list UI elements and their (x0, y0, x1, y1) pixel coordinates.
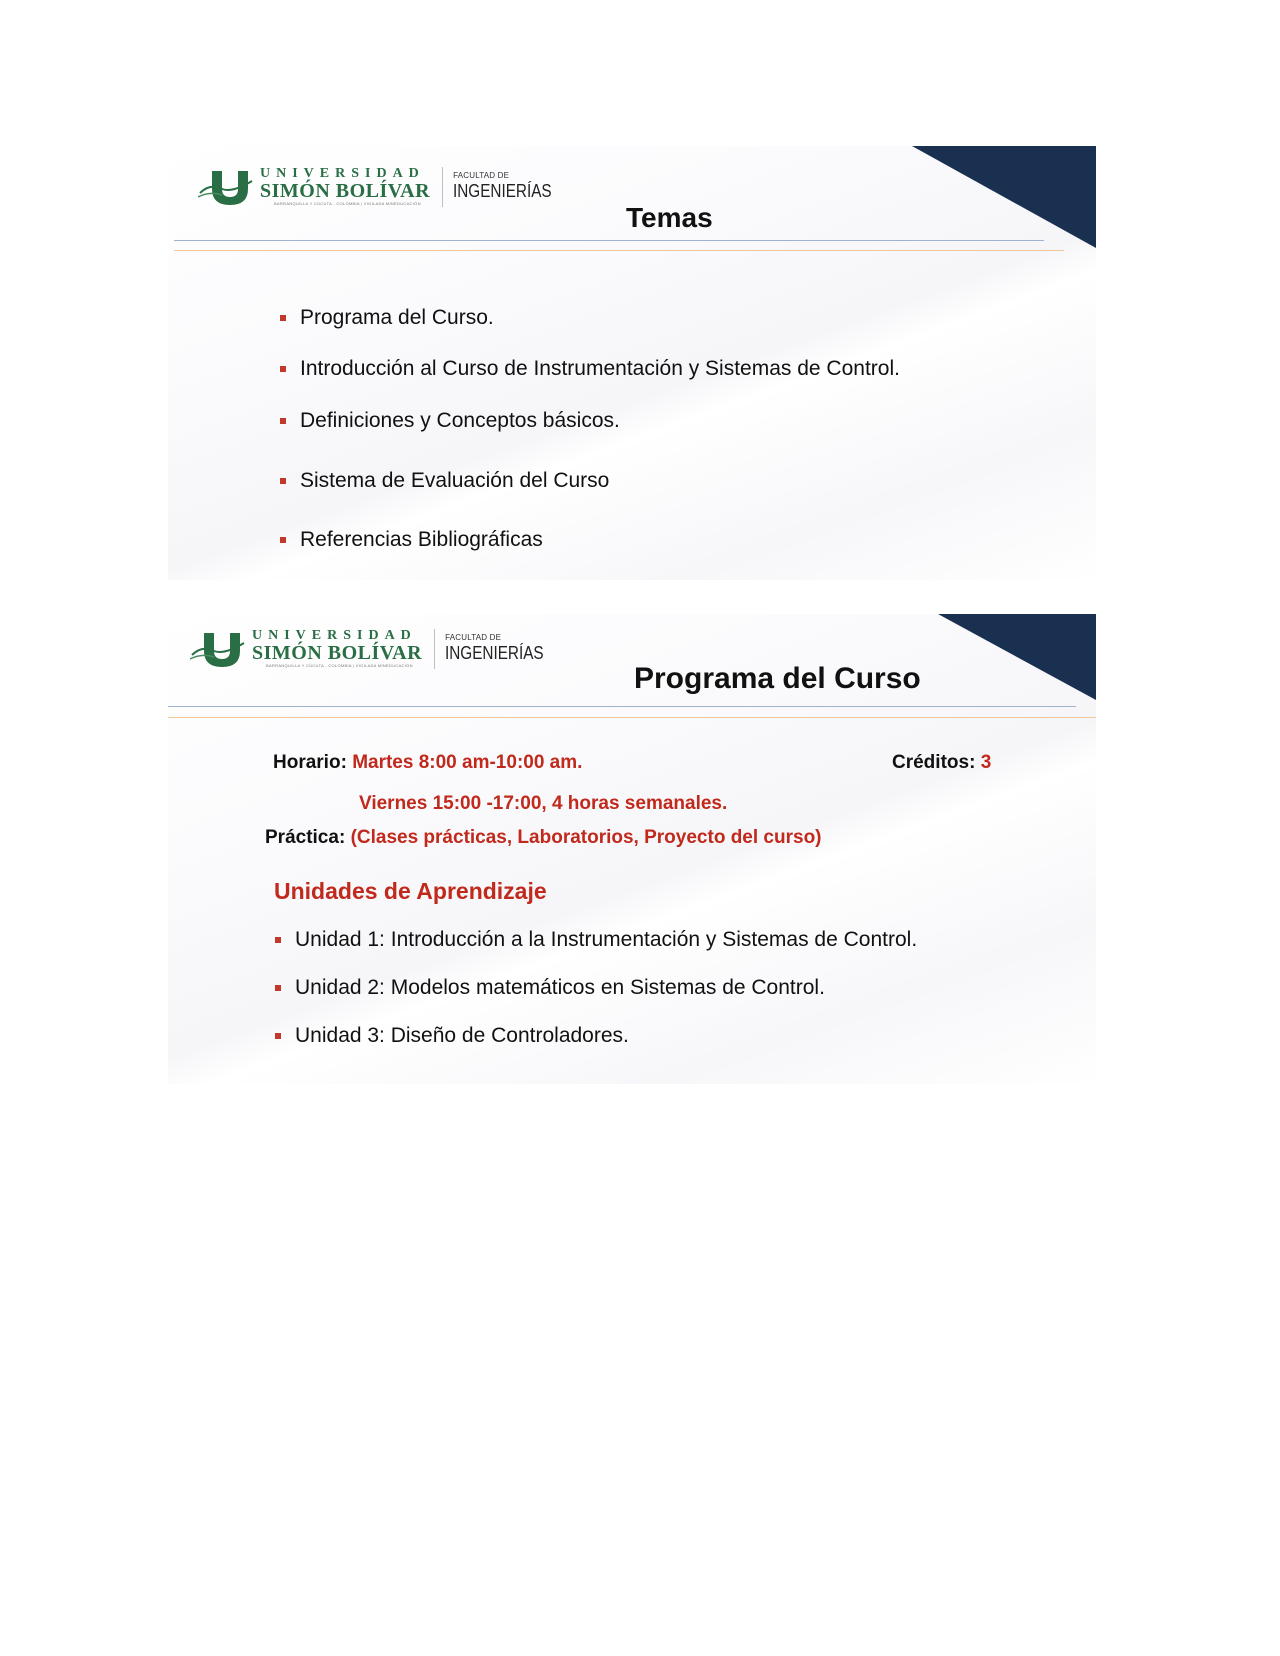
creditos-value: 3 (980, 752, 992, 773)
logo-divider (442, 167, 443, 207)
faculty-name: INGENIERÍAS (445, 643, 544, 663)
bullet-icon (280, 366, 286, 372)
horario-line-2 (359, 793, 727, 815)
university-logo (198, 166, 569, 207)
slide-title: Programa del Curso (634, 662, 921, 695)
corner-triangle-decoration (938, 614, 1096, 700)
university-emblem-icon (198, 167, 256, 207)
header-rule-blue (168, 706, 1076, 707)
slide-title: Temas (626, 202, 713, 233)
section-title-unidades: Unidades de Aprendizaje (274, 878, 547, 904)
faculty-prefix: FACULTAD DE (453, 171, 510, 180)
header-rule-orange (174, 250, 1064, 251)
logo-divider (434, 629, 435, 669)
faculty-name: INGENIERÍAS (453, 181, 552, 201)
logo-tagline: BARRANQUILLA Y CÚCUTA - COLOMBIA | VIGILADA MINEDUCACIÓN (274, 201, 421, 206)
creditos-line (892, 752, 991, 774)
practica-line (265, 827, 822, 849)
faculty-prefix: FACULTAD DE (445, 633, 502, 642)
horario-value: Martes 8:00 am-10:00 am. (352, 752, 583, 773)
corner-triangle-decoration (912, 146, 1096, 248)
logo-line-simon-bolivar: SIMÓN BOLÍVAR (260, 180, 431, 202)
bullet-icon (280, 315, 286, 321)
horario-value-2: Viernes 15:00 -17:00, 4 horas semanales. (359, 793, 728, 814)
logo-line-universidad: UNIVERSIDAD (252, 628, 417, 643)
bullet-icon (275, 937, 281, 943)
logo-line-universidad: UNIVERSIDAD (260, 166, 425, 181)
bullet-icon (275, 985, 281, 991)
bullet-icon (280, 418, 286, 424)
slide-programa-del-curso: UNIVERSIDAD SIMÓN BOLÍVAR BARRANQUILLA Y CÚCUTA - COLOMBIA | VIGILADA MINEDUCACIÓN FACULTAD DE INGENIERÍAS Programa del Curso Horario: Martes 8:00 am-10:00 am. Créditos: 3 Viernes 15:00 -17:00, 4 horas semanales. Práctica: (Clases prácticas, Laboratorios, Proyecto del curso) Unidades de Aprendizaje Unidad 1: Introducción a la Instrumentación y Sistemas de Control. Unidad 2: Modelos matemáticos en Sistemas de Control. Unidad 3: Diseño de Controladores. (168, 614, 1096, 1084)
bullet-icon (280, 537, 286, 543)
logo-line-simon-bolivar: SIMÓN BOLÍVAR (252, 642, 423, 664)
horario-label: Horario: (273, 752, 347, 773)
header-rule-blue (174, 240, 1044, 241)
practica-value: (Clases prácticas, Laboratorios, Proyecto del curso) (350, 827, 822, 848)
logo-tagline: BARRANQUILLA Y CÚCUTA - COLOMBIA | VIGILADA MINEDUCACIÓN (266, 663, 413, 668)
slide-temas: UNIVERSIDAD SIMÓN BOLÍVAR BARRANQUILLA Y CÚCUTA - COLOMBIA | VIGILADA MINEDUCACIÓN FACULTAD DE INGENIERÍAS Temas Programa del Curso. Introducción al Curso de Instrumentación y Sistemas de Control. Definiciones y Conceptos básicos. Sistema de Evaluación del Curso Referencias Bibliográficas (168, 146, 1096, 580)
header-rule-orange (168, 717, 1096, 718)
university-logo (190, 628, 561, 669)
horario-line (273, 752, 582, 774)
creditos-label: Créditos: (892, 752, 976, 773)
practica-label: Práctica: (265, 827, 346, 848)
bullet-icon (280, 478, 286, 484)
bullet-icon (275, 1033, 281, 1039)
university-emblem-icon (190, 629, 248, 669)
